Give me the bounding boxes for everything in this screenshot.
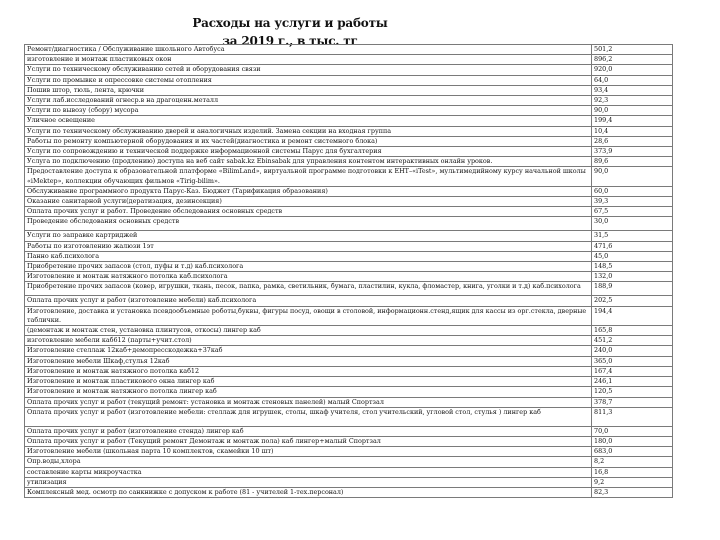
expense-description-cell: Ремонт/диагностика / Обслуживание школьного Автобуса (25, 45, 592, 55)
table-row (25, 336, 673, 346)
table-row (25, 262, 673, 272)
expense-description-cell: утилизация (25, 477, 592, 487)
expense-amount-cell: 89,6 (592, 157, 673, 167)
table-row (25, 75, 673, 85)
expense-description-cell: Услуги по вывозу (сбору) мусора (25, 106, 592, 116)
expense-description-cell: Оплата прочих услуг и работ (изготовление мебели: стеллаж для игрушек, столы, шкаф учителя, стол учительский, угловой стол, стулья ) лингер каб (25, 407, 592, 426)
expense-description-cell: Изготовление, доставка и установка псевдообъемные роботы,буквы, фигуры посуд, овощи в столовой, информационн.стенд,ящик для кассы из орг.стекла, дверные таблички. (25, 306, 592, 325)
expense-description-cell: Услуги по техническому обслуживанию сетей и оборудования связи (25, 65, 592, 75)
table-row (25, 296, 673, 306)
table-row (25, 157, 673, 167)
expense-amount-cell: 39,3 (592, 197, 673, 207)
expense-description-cell: Оплата прочих услуг и работ. Проведение обследования основных средств (25, 207, 592, 217)
expense-amount-cell: 378,7 (592, 397, 673, 407)
expense-amount-cell: 194,4 (592, 306, 673, 325)
table-row (25, 366, 673, 376)
expense-description-cell: Приобретение прочих запасов (стол, пуфы и т.д) каб.психолога (25, 262, 592, 272)
table-row (25, 85, 673, 95)
expense-description-cell: Изготовление и монтаж натяжного потолка каб12 (25, 366, 592, 376)
expense-description-cell: Проведение обследования основных средств (25, 217, 592, 231)
expenses-table (24, 44, 673, 498)
expense-description-cell: составление карты микроучастка (25, 467, 592, 477)
table-row (25, 231, 673, 241)
table-row (25, 45, 673, 55)
expense-amount-cell: 167,4 (592, 366, 673, 376)
expense-description-cell: изготовление мебели каб612 (парты+учит.стол) (25, 336, 592, 346)
expense-description-cell: Услуги по промывке и опрессовке системы отопления (25, 75, 592, 85)
table-row (25, 126, 673, 136)
expense-amount-cell: 45,0 (592, 251, 673, 261)
expense-description-cell: Оплата прочих услуг и работ (Текущий ремонт Демонтаж и монтаж пола) каб лингер+малый Спортзал (25, 436, 592, 446)
table-row (25, 377, 673, 387)
expense-amount-cell: 120,5 (592, 387, 673, 397)
expense-amount-cell: 8,2 (592, 457, 673, 467)
table-row (25, 397, 673, 407)
table-row (25, 136, 673, 146)
expense-amount-cell: 90,0 (592, 167, 673, 186)
expense-amount-cell: 9,2 (592, 477, 673, 487)
table-row (25, 487, 673, 497)
expense-amount-cell: 202,5 (592, 296, 673, 306)
expense-description-cell: Уличное освещение (25, 116, 592, 126)
expense-amount-cell: 373,9 (592, 147, 673, 157)
expense-description-cell: Оплата прочих услуг и работ (изготовление стенда) лингер каб (25, 426, 592, 436)
expense-description-cell: Изготовление мебели Шкаф,стулья 12каб (25, 356, 592, 366)
expense-amount-cell: 28,6 (592, 136, 673, 146)
title-line-1: Расходы на услуги и работы (192, 16, 388, 30)
table-row (25, 207, 673, 217)
table-row (25, 241, 673, 251)
expense-description-cell: Услуги по техническому обслуживанию дверей и аналогичных изделий. Замена секции на входная группа (25, 126, 592, 136)
expense-description-cell: Услуга по подключению (продлению) доступа на веб сайт sabak.kz Ebinsabak для управления контентом интерактивных онлайн уроков. (25, 157, 592, 167)
expense-description-cell: Оплата прочих услуг и работ (изготовление мебели) каб.психолога (25, 296, 592, 306)
expense-amount-cell: 148,5 (592, 262, 673, 272)
expense-description-cell: Работы по ремонту компьютерной оборудования и их частей(диагностика и ремонт системного блока) (25, 136, 592, 146)
expense-amount-cell: 132,0 (592, 272, 673, 282)
expense-amount-cell: 920,0 (592, 65, 673, 75)
expense-amount-cell: 471,6 (592, 241, 673, 251)
table-row (25, 55, 673, 65)
expense-amount-cell: 30,0 (592, 217, 673, 231)
expense-amount-cell: 90,0 (592, 106, 673, 116)
table-row (25, 457, 673, 467)
expense-amount-cell: 10,4 (592, 126, 673, 136)
table-row (25, 65, 673, 75)
expense-amount-cell: 451,2 (592, 336, 673, 346)
table-row (25, 387, 673, 397)
expense-description-cell: Обслуживание программного продукта Парус-Каз. Бюджет (Тарификация образования) (25, 186, 592, 196)
table-row (25, 96, 673, 106)
expense-amount-cell: 246,1 (592, 377, 673, 387)
table-row (25, 477, 673, 487)
expense-description-cell: Оказание санитарной услуги(дератизация, дезинсекция) (25, 197, 592, 207)
expense-description-cell: Услуги лаб.исследований огнеср.в на драгоценн.металл (25, 96, 592, 106)
expense-description-cell: Опр.воды,хлора (25, 457, 592, 467)
expense-amount-cell: 365,0 (592, 356, 673, 366)
expense-description-cell: Работы по изготовлению жалюзи 1эт (25, 241, 592, 251)
expense-amount-cell: 180,0 (592, 436, 673, 446)
expense-description-cell: Комплексный мед. осмотр по санкнижке с допуском к работе (81 - учителей 1-тех.персонал) (25, 487, 592, 497)
expense-description-cell: Изготовление и монтаж пластикового окна лингер каб (25, 377, 592, 387)
expense-amount-cell: 188,9 (592, 282, 673, 296)
expense-amount-cell: 240,0 (592, 346, 673, 356)
table-row (25, 217, 673, 231)
expenses-table-body (25, 45, 673, 498)
expense-amount-cell: 31,5 (592, 231, 673, 241)
expense-amount-cell: 199,4 (592, 116, 673, 126)
expense-description-cell: Услуги по заправке картриджей (25, 231, 592, 241)
expense-amount-cell: 67,5 (592, 207, 673, 217)
table-row (25, 197, 673, 207)
table-row (25, 106, 673, 116)
table-row (25, 447, 673, 457)
expense-amount-cell: 16,8 (592, 467, 673, 477)
expense-description-cell: Изготовление и монтаж натяжного потолка лингер каб (25, 387, 592, 397)
table-row (25, 436, 673, 446)
expense-description-cell: изготовление и монтаж пластиковых окон (25, 55, 592, 65)
expense-description-cell: (демонтаж и монтаж стен, установка плинтусов, откосы) лингер каб (25, 326, 592, 336)
expense-description-cell: Оплата прочих услуг и работ (текущий ремонт: установка и монтаж стеновых панелей) малый Спортзал (25, 397, 592, 407)
title-line-2: за 2019 г., в тыс. тг (222, 34, 358, 48)
table-row (25, 186, 673, 196)
expense-amount-cell: 896,2 (592, 55, 673, 65)
expense-amount-cell: 82,3 (592, 487, 673, 497)
table-row (25, 167, 673, 186)
expense-amount-cell: 92,3 (592, 96, 673, 106)
table-row (25, 356, 673, 366)
expense-description-cell: Изготовление мебели (школьная парта 10 комплектов, скамейки 10 шт) (25, 447, 592, 457)
table-row (25, 251, 673, 261)
expense-amount-cell: 501,2 (592, 45, 673, 55)
expense-amount-cell: 811,3 (592, 407, 673, 426)
expense-description-cell: Изготовление и монтаж натяжного потолка каб.психолога (25, 272, 592, 282)
table-row (25, 306, 673, 325)
table-row (25, 147, 673, 157)
table-row (25, 282, 673, 296)
expense-amount-cell: 683,0 (592, 447, 673, 457)
table-row (25, 467, 673, 477)
table-row (25, 426, 673, 436)
table-row (25, 116, 673, 126)
table-row (25, 346, 673, 356)
expenses-table-wrapper (24, 44, 672, 498)
expense-description-cell: Изготовление стеллаж 12каб+демопресскодежка+37каб (25, 346, 592, 356)
table-row (25, 272, 673, 282)
table-row (25, 326, 673, 336)
expense-description-cell: Пошив штор, тюль, лента, крючки (25, 85, 592, 95)
expense-amount-cell: 64,0 (592, 75, 673, 85)
expense-amount-cell: 165,8 (592, 326, 673, 336)
expense-amount-cell: 70,0 (592, 426, 673, 436)
table-row (25, 407, 673, 426)
expense-amount-cell: 93,4 (592, 85, 673, 95)
expense-description-cell: Услуги по сопровождению и технической поддержке информационной системы Парус для бухгалтерия (25, 147, 592, 157)
expense-description-cell: Приобретение прочих запасов (ковер, игрушки, ткань, песок, папка, рамка, светильник, бумага, пластилин, кукла, фломастер, книга, уголки и т.д) каб.психолога (25, 282, 592, 296)
expense-description-cell: Предоставление доступа к образовательной платформе «BilimLand», виртуальной программе подготовки к ЕНТ–«iTest», мультимедийному курсу начальной школы «iMektep», коллекции обучающих фильмов «Tirig-bilim». (25, 167, 592, 186)
expense-amount-cell: 60,0 (592, 186, 673, 196)
expense-description-cell: Панно каб.психолога (25, 251, 592, 261)
